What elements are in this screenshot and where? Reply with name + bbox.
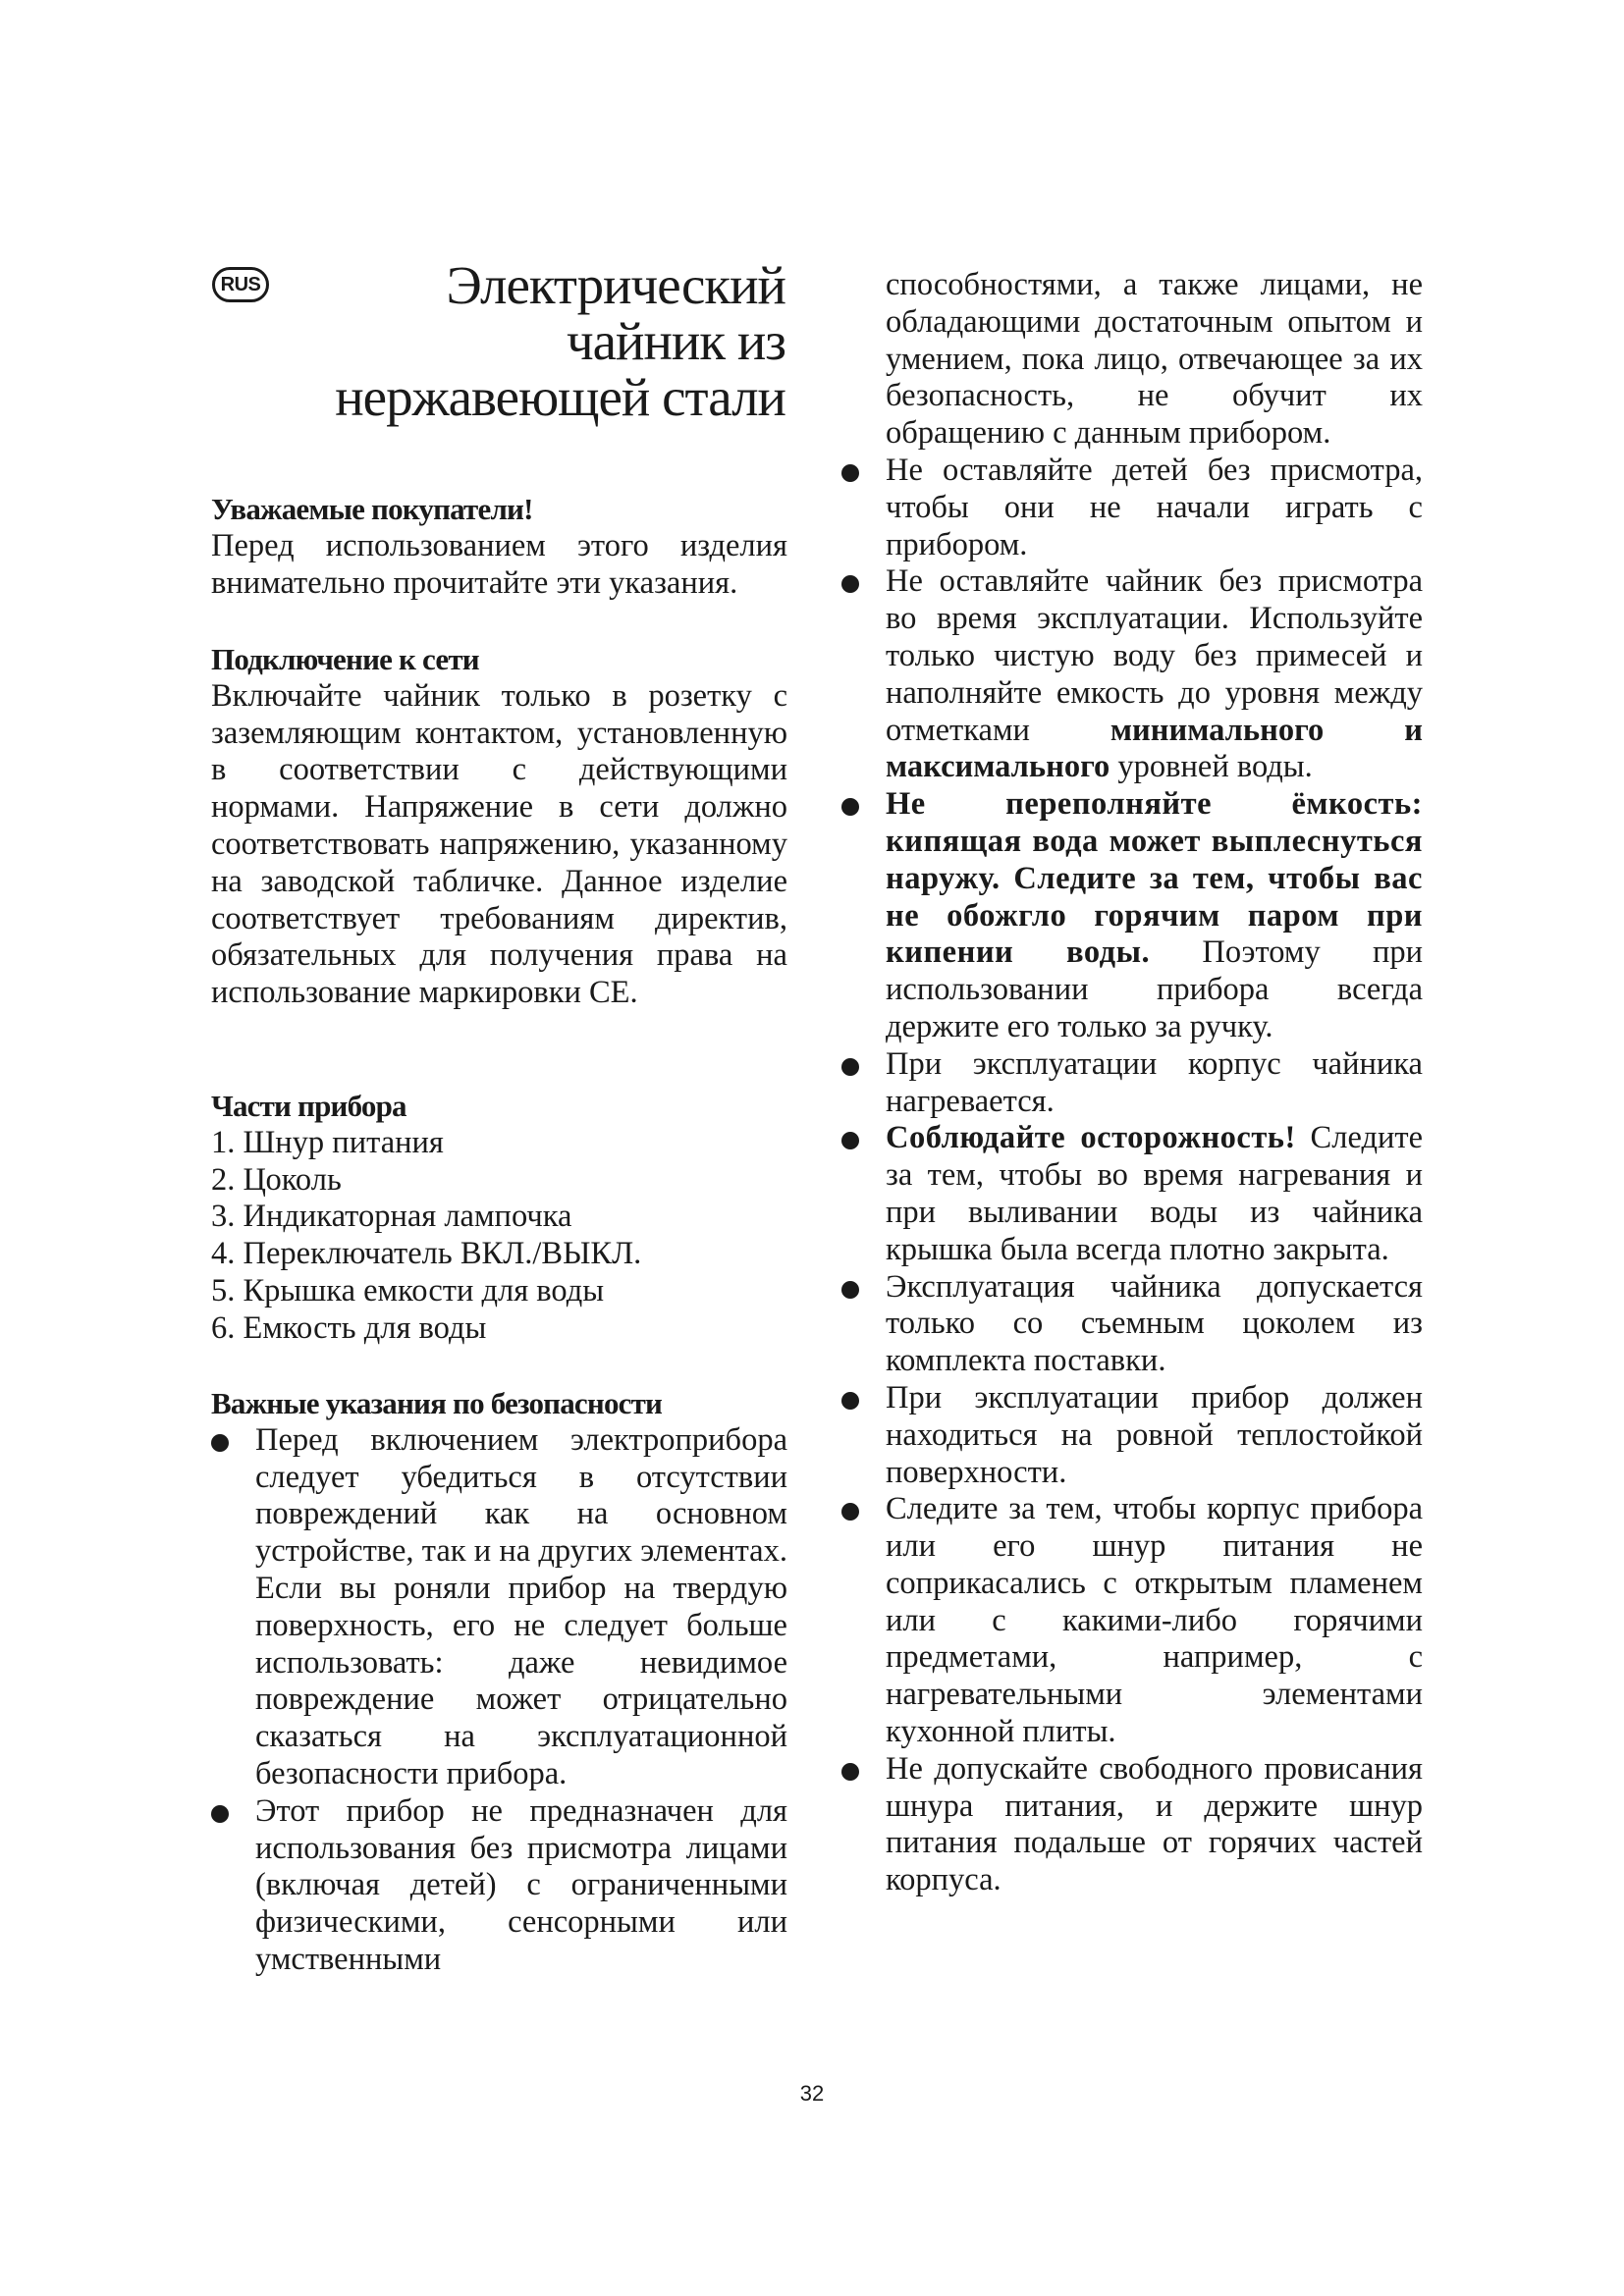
list-item — [841, 1269, 1423, 1380]
list-item — [841, 1380, 1423, 1491]
list-item — [841, 453, 1423, 563]
list-item-text: Этот прибор не предназначен для использования без присмотра лицами (включая детей) с ограниченными физическими, сенсорными или умственными — [255, 1792, 787, 1977]
list-item-text: уровней воды. — [1110, 749, 1313, 785]
connection-text: Включайте чайник только в розетку с заземляющим контактом, установленную в соответствии с действующими нормами. Напряжение в сети должно соответствовать напряжению, указанному на заводской табличке. Данное изделие соответствует требованиям директив, обязательных для получения права на использование маркировки CE. — [211, 677, 787, 1011]
safety-list-left — [211, 1422, 787, 1979]
parts-list — [211, 1125, 787, 1348]
list-item-text: Не допускайте свободного провисания шнура питания, и держите шнур питания подальше от горячих частей корпуса. — [886, 1750, 1423, 1898]
list-item-text: При эксплуатации прибор должен находиться на ровной теплостойкой поверхности. — [886, 1379, 1423, 1490]
parts-section — [211, 1088, 787, 1348]
bullet-icon — [841, 1763, 859, 1781]
list-item — [211, 1422, 787, 1793]
bullet-icon — [841, 1281, 859, 1299]
bullet-icon — [211, 1434, 229, 1452]
list-item-text: При эксплуатации корпус чайника нагревается. — [886, 1045, 1423, 1119]
list-item: 2. Цоколь — [211, 1161, 342, 1198]
list-item-text: Не оставляйте детей без присмотра, чтобы они не начали играть с прибором. — [886, 452, 1423, 562]
list-item: 3. Индикаторная лампочка — [211, 1199, 572, 1235]
list-item — [841, 1120, 1423, 1268]
greeting-heading: Уважаемые покупатели! — [211, 492, 533, 526]
list-item-text: Поэтому при использовании прибора всегда держите его только за ручку. — [886, 934, 1423, 1044]
page-number: 32 — [799, 2081, 825, 2106]
safety-list-right — [841, 453, 1423, 1899]
title-line: Электрический — [446, 255, 785, 315]
list-item-bold: Соблюдайте осторожность! — [886, 1120, 1296, 1156]
list-item-text: Следите за тем, чтобы во время нагревания и при выливании воды из чайника крышка была всегда плотно закрыта. — [886, 1120, 1423, 1267]
list-item: 4. Переключатель ВКЛ./ВЫКЛ. — [211, 1236, 642, 1272]
list-item — [841, 1046, 1423, 1121]
greeting-section — [211, 491, 787, 602]
safety-section — [211, 1385, 787, 1979]
list-item — [841, 1751, 1423, 1899]
language-badge: RUS — [212, 267, 269, 302]
greeting-text: Перед использованием этого изделия внимательно прочитайте эти указания. — [211, 527, 787, 601]
list-item-text: Не оставляйте чайник без присмотра во время эксплуатации. Используйте только чистую воду без примесей и наполняйте емкость до уровня между отметками — [886, 563, 1423, 748]
bullet-icon — [841, 1503, 859, 1521]
bullet-icon — [841, 464, 859, 482]
list-item — [841, 1491, 1423, 1751]
list-item: 6. Емкость для воды — [211, 1309, 487, 1346]
list-item-bold: Не переполняйте ёмкость: кипящая вода может выплеснуться наружу. Следите за тем, чтобы вас не обожгло горячим паром при кипении воды. — [886, 786, 1423, 971]
list-item-text: Эксплуатация чайника допускается только со съемным цоколем из комплекта поставки. — [886, 1268, 1423, 1379]
safety-heading: Важные указания по безопасности — [211, 1386, 663, 1420]
connection-heading: Подключение к сети — [211, 642, 479, 676]
parts-heading: Части прибора — [211, 1089, 406, 1123]
list-item — [211, 1793, 787, 1979]
list-item-text: Перед включением электроприбора следует убедиться в отсутствии повреждений как на основном устройстве, так и на других элементах. Если вы роняли прибор на твердую поверхность, его не следует больше использовать: даже невидимое повреждение может отрицательно сказаться на эксплуатационной безопасности прибора. — [255, 1421, 787, 1791]
bullet-icon — [841, 1392, 859, 1410]
title-line: чайник из — [566, 311, 785, 371]
title-line: нержавеющей стали — [335, 367, 785, 427]
list-item-text: Следите за тем, чтобы корпус прибора или его шнур питания не соприкасались с открытым пламенем или с какими-либо горячими предметами, например, с нагревательными элементами кухонной плиты. — [886, 1491, 1423, 1750]
bullet-icon — [841, 1132, 859, 1149]
bullet-icon — [841, 798, 859, 816]
list-item — [841, 786, 1423, 1046]
page-title — [295, 257, 785, 425]
list-item-bold: минимального и максимального — [886, 712, 1423, 785]
continuation-text: способностями, а также лицами, не обладающими достаточным опытом и умением, пока лицо, отвечающее за их безопасность, не обучит их обращению с данным прибором. — [886, 267, 1423, 452]
list-item — [841, 563, 1423, 786]
bullet-icon — [841, 1058, 859, 1076]
right-column — [841, 267, 1423, 1899]
list-item: 1. Шнур питания — [211, 1124, 444, 1160]
bullet-icon — [841, 575, 859, 593]
bullet-icon — [211, 1805, 229, 1823]
list-item: 5. Крышка емкости для воды — [211, 1272, 605, 1308]
connection-section — [211, 641, 787, 1012]
